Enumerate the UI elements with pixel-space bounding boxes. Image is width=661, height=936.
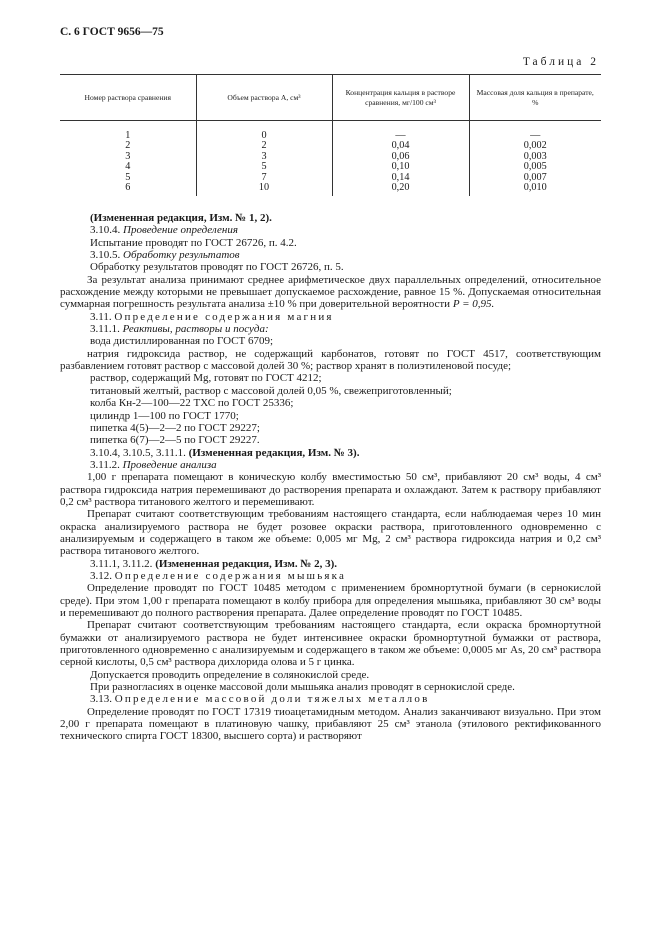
clause-title: Проведение определения (123, 224, 238, 237)
paragraph: Обработку результатов проводят по ГОСТ 26726, п. 5. (90, 261, 344, 274)
table-caption: Таблица 2 (522, 56, 599, 68)
paragraph: Определение проводят по ГОСТ 17319 тиоацетамидным методом. Анализ заканчивают визуально. При этом 2,00 г препарата помещают в платиновую чашку, прибавляют 25 см³ этанола (этилового ректификованного технического спирта ГОСТ 18300, высшего сорта) и растворяют (60, 705, 601, 743)
column-header: Объем раствора А, см³ (196, 75, 332, 121)
table-cell: 0,005 (469, 162, 601, 172)
list-item: пипетка 4(5)—2—2 по ГОСТ 29227; (90, 421, 260, 434)
table-cell: 5 (196, 162, 332, 172)
list-item: колба Кн-2—100—22 ТХС по ГОСТ 25336; (90, 397, 294, 410)
table-cell: 0,14 (332, 173, 469, 183)
clause-number: 3.12. (90, 569, 112, 582)
table-row (60, 121, 601, 142)
section-heading (90, 459, 601, 471)
table-row (60, 141, 601, 151)
data-table (60, 74, 601, 196)
table-cell: — (469, 121, 601, 142)
table-cell: 0,04 (332, 141, 469, 151)
table-cell: 0,007 (469, 173, 601, 183)
clause-title: Проведение анализа (122, 458, 217, 471)
column-header: Массовая доля кальция в препарате, % (469, 75, 601, 121)
paragraph: При разногласиях в оценке массовой доли мышьяка анализ проводят в сернокислой среде. (90, 681, 515, 694)
clause-number: 3.13. (90, 693, 112, 706)
table-cell: 4 (125, 161, 131, 173)
clause-title: Обработку результатов (123, 249, 240, 262)
table-cell: 0 (196, 121, 332, 142)
section-heading (90, 311, 601, 323)
column-header: Концентрация кальция в растворе сравнения, мг/100 см³ (332, 75, 469, 121)
section-heading (90, 693, 601, 705)
document-body (60, 212, 601, 743)
paragraph: Препарат считают соответствующим требованиям настоящего стандарта, если наблюдаемая через 10 мин окраска анализируемого раствора не будет розовее окраски раствора, приготовленного одновременно с анализируемым и содержащего в таком же объеме: 0,005 мг Mg, 2 см³ раствора гидроксида натрия и 0,2 см³ раствора титанового желтого. (60, 508, 601, 558)
table-cell: 0,003 (469, 152, 601, 162)
paragraph: Допускается проводить определение в солянокислой среде. (90, 668, 370, 681)
table-cell: 10 (196, 183, 332, 196)
paragraph: Определение проводят по ГОСТ 10485 методом с применением бромнортутной бумаги (в сернокислой среде). При этом 1,00 г препарата помещают в колбу прибора для определения мышьяка, прибавляют 30 см³ воды и перемешивают до полного растворения препарата. Далее определение проводят по ГОСТ 10485. (60, 582, 601, 619)
section-heading (90, 570, 601, 582)
list-item: натрия гидроксида раствор, не содержащий карбонатов, готовят по ГОСТ 4517, соответствующим разбавлением готовят раствор с массовой долей 30 %; раствор хранят в полиэтиленовой посуде; (60, 347, 601, 373)
table-cell: 6 (125, 182, 131, 194)
table-cell: 0,20 (332, 183, 469, 196)
table-cell: 7 (196, 173, 332, 183)
clause-number: 3.11.2. (90, 458, 120, 471)
table-cell: 2 (196, 141, 332, 151)
table-cell: 5 (125, 171, 131, 183)
table-cell: 0,002 (469, 141, 601, 151)
list-item: раствор, содержащий Mg, готовят по ГОСТ 4212; (90, 372, 322, 385)
paragraph: За результат анализа принимают среднее арифметическое двух параллельных определений, относительное расхождение между которыми не превышает допускаемое расхождение, равное 15 %. Допускаемая относительная суммарная погрешность результата анализа ±10 % при доверительной вероятности P = 0,95. (60, 273, 601, 311)
paragraph: 1,00 г препарата помещают в коническую колбу вместимостью 50 см³, прибавляют 20 см³ воды, 4 см³ раствора гидроксида натрия перемешивают до растворения препарата и охлаждают. Затем к раствору прибавляют 0,2 см³ раствора титанового желтого и перемешивают. (60, 471, 601, 508)
list-item: титановый желтый, раствор с массовой долей 0,05 %, свежеприготовленный; (90, 384, 452, 397)
amendment-note: (Измененная редакция, Изм. № 1, 2). (90, 212, 272, 224)
table-cell: 0,10 (332, 162, 469, 172)
paragraph: Испытание проводят по ГОСТ 26726, п. 4.2. (90, 236, 297, 249)
page-header: С. 6 ГОСТ 9656—75 (60, 26, 164, 38)
table-cell: 0,010 (469, 183, 601, 196)
clause-title: Определение содержания магния (114, 310, 334, 323)
table-row (60, 183, 601, 196)
paragraph: Препарат считают соответствующим требованиям настоящего стандарта, если окраска бромнортутной бумажки от анализируемого раствора не будет интенсивнее окраски бромнортутной бумажки от раствора, приготовленного одновременно с анализируемым и содержащего в таком же объеме: 0,0005 мг As, 20 см³ раствора серной кислоты, 0,5 см³ раствора дихлорида олова и 5 г цинка. (60, 619, 601, 669)
column-header: Номер раствора сравнения (60, 75, 196, 121)
clause-title: Определение содержания мышьяка (114, 569, 347, 582)
clause-number: 3.10.5. (90, 249, 121, 262)
section-heading (90, 224, 601, 236)
amendment-note: 3.11.1, 3.11.2. (Измененная редакция, Изм. № 2, 3). (90, 557, 338, 570)
list-item: цилиндр 1—100 по ГОСТ 1770; (90, 409, 239, 422)
table-cell: 2 (125, 140, 131, 152)
list-item: пипетка 6(7)—2—5 по ГОСТ 29227. (90, 434, 260, 447)
table-cell: 3 (125, 150, 131, 162)
table-cell: — (332, 121, 469, 142)
table-row (60, 162, 601, 172)
clause-number: 3.10.4. (90, 224, 121, 237)
section-heading (90, 323, 601, 335)
section-heading (90, 249, 601, 261)
table-row (60, 152, 601, 162)
table-header-row (60, 75, 601, 121)
clause-number: 3.11. (90, 310, 112, 323)
clause-number: 3.11.1. (90, 323, 120, 336)
table-cell: 3 (196, 152, 332, 162)
list-item: вода дистиллированная по ГОСТ 6709; (90, 335, 274, 348)
clause-title: Реактивы, растворы и посуда: (122, 323, 269, 336)
amendment-note: 3.10.4, 3.10.5, 3.11.1. (Измененная редакция, Изм. № 3). (90, 446, 360, 459)
table-cell: 0,06 (332, 152, 469, 162)
table-cell: 1 (125, 130, 131, 141)
clause-title: Определение массовой доли тяжелых металлов (114, 693, 430, 706)
table-row (60, 173, 601, 183)
